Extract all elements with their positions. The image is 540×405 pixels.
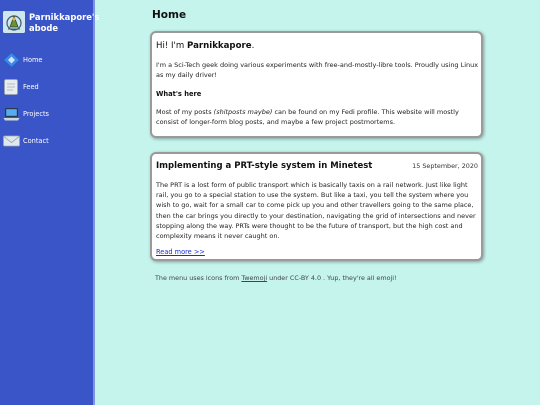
nav-label-home: Home [23, 56, 43, 64]
greeting [156, 41, 254, 51]
greeting-prefix: Hi! I'm [156, 41, 188, 51]
nav-label-contact: Contact [23, 137, 49, 145]
nav-item-contact[interactable] [3, 133, 49, 149]
laptop-icon [3, 106, 20, 122]
home-diamond-icon [3, 52, 20, 68]
greeting-suffix: . [251, 41, 255, 51]
whats-here-text [156, 107, 481, 127]
nav-item-home[interactable] [3, 52, 42, 68]
intro-card [150, 31, 483, 138]
site-title-line1: Parnikkapore's [29, 12, 100, 22]
site-logo [3, 11, 25, 33]
envelope-icon [3, 133, 20, 149]
whats-here-suffix: can be found on my Fedi profile. This website will mostly consist of longer-form blog posts, and maybe a few project postmortems. [156, 108, 459, 127]
whats-here-heading: What's here [156, 90, 202, 98]
footer-note [155, 274, 397, 282]
nav-item-projects[interactable] [3, 106, 49, 122]
site-title [29, 12, 100, 34]
page-title: Home [152, 9, 187, 21]
nav-label-feed: Feed [23, 83, 39, 91]
read-more-link[interactable]: Read more >> [156, 248, 205, 256]
footer-suffix: under CC-BY 4.0 . Yup, they're all emoji! [267, 274, 397, 282]
sidebar [0, 0, 100, 405]
post-card [150, 152, 483, 261]
post-date: 15 September, 2020 [412, 162, 478, 170]
page-icon [3, 79, 20, 95]
nav-label-projects: Projects [23, 110, 49, 118]
whats-here-prefix: Most of my posts [156, 108, 214, 116]
footer-prefix: The menu uses icons from [155, 274, 242, 282]
post-excerpt: The PRT is a lost form of public transport which is basically taxis on a rail network. Just like light rail, you go to a special station to use the system. But like a taxi, you tell the system where you wish to go, wait for a small car to come pick up you and other travellers going to the same place, then the car brings you directly to your destination, navigating the grid of intersections and never stopping along the way. PRTs were thought to be the future of transport, but the high cost and complexity means it never caught on. [156, 181, 476, 241]
about-text: I'm a Sci-Tech geek doing various experiments with free-and-mostly-libre tools. Proudly using Linux as my daily driver! [156, 61, 479, 80]
greeting-name: Parnikkapore [187, 41, 252, 51]
post-title[interactable]: Implementing a PRT-style system in Minetest [156, 161, 373, 171]
whats-here-emphasis: (shitposts maybe) [213, 108, 273, 116]
twemoji-link[interactable]: Twemoji [241, 274, 268, 282]
site-brand[interactable] [3, 11, 100, 34]
nav-item-feed[interactable] [3, 79, 39, 95]
site-title-line2: abode [29, 23, 59, 33]
